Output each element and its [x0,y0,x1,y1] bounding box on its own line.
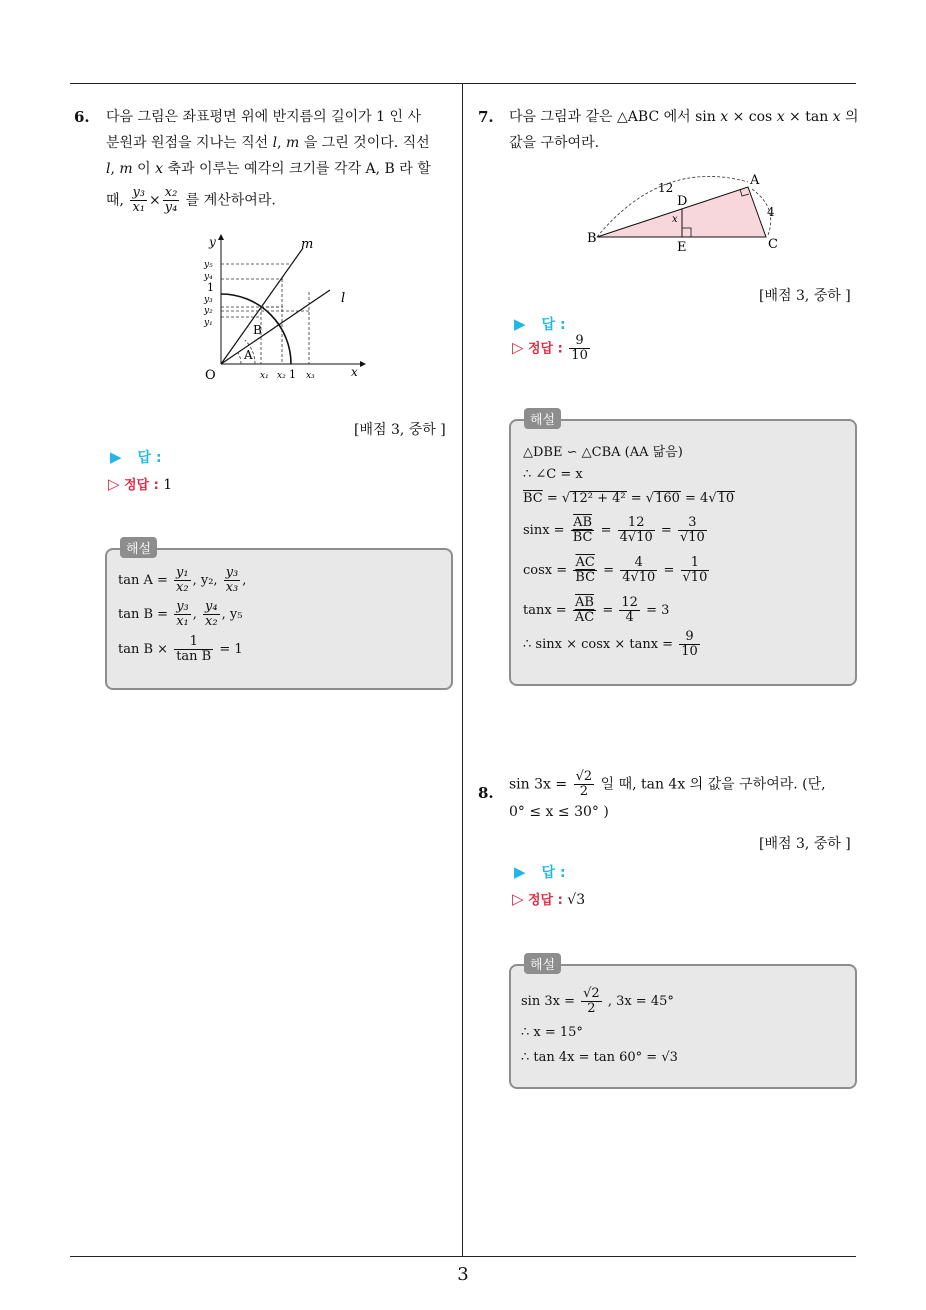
svg-text:y₄: y₄ [204,272,213,282]
q6-solution-tag: 해설 [120,537,157,558]
q8-sol-line-3: ∴ tan 4x = tan 60° = √3 [521,1050,678,1065]
svg-text:x₂: x₂ [277,371,286,381]
correct-triangle-icon: ▷ [108,475,120,493]
q6-line-4: 때, $\frac{\text{y₃}}{\text{x₁}}$ × $\frac{\text{x₂}}{\text{y₄}}$ 를 계산하여라. [106,185,276,215]
q7-answer-row: ▶ 답 : [514,315,566,333]
q7-sol-line-1: △DBE ∽ △CBA (AA 닮음) [523,445,683,460]
q6-line-1: 다음 그림은 좌표평면 위에 반지름의 길이가 1 인 사 [106,109,421,125]
q7-sol-line-2: ∴ ∠C = x [523,467,583,482]
svg-text:y₃: y₃ [204,295,213,305]
q6-fraction-2: $\frac{\text{x₂}}{\text{y₄}}$ [164,185,178,215]
svg-text:y₅: y₅ [204,260,213,270]
q7-sol-line-3: $\overline{BC} = √12^2 + 4^2 = √160 = 4√10$ [523,491,735,506]
q6-line-3: l, m 이 x 축과 이루는 예각의 크기를 각각 A, B 라 할 [106,161,431,177]
q8-line-2: 0° ≤ x ≤ 30° ) [509,804,609,820]
q6-fraction-1: $\frac{\text{y₃}}{\text{x₁}}$ [132,185,145,215]
svg-text:O: O [205,368,216,383]
question-7-text [509,104,859,156]
q6-sol-line-3: tan B × $\frac{1}{\text{tan B}}$ = 1 [118,634,243,664]
q7-line-2: 값을 구하여라. [509,135,600,151]
q6-score: [배점 3, 중하 ] [354,422,446,438]
q7-sol-line-6: tanx = $\frac{\overline{AB}}{AC}$ = $\frac{12}{4}$ = 3 [523,595,670,625]
question-8-text [509,770,859,825]
q7-sol-line-4: sinx = $\frac{\overline{AB}}{BC}$ = $\frac{12}{4√10}$ = $\frac{3}{√10}$ [523,515,705,545]
svg-text:C: C [768,237,778,252]
question-8-number: 8. [478,784,494,802]
q6-sol-line-2: tan B = $\frac{\text{y₃}}{\text{x₁}}$ , $\frac{\text{y₄}}{\text{x₂}}$ , y₅ [118,599,243,629]
svg-text:y₂: y₂ [204,306,213,316]
svg-text:1: 1 [207,281,214,294]
question-6-text [106,104,456,215]
answer-triangle-icon: ▶ [514,315,526,333]
correct-triangle-icon: ▷ [512,338,524,357]
question-6-number: 6. [74,108,90,126]
q6-answer-row: ▶ 답 : [110,448,162,466]
q7-line-1: 다음 그림과 같은 △ABC 에서 sin x × cos x × tan x 의 [509,109,859,125]
svg-text:1: 1 [289,368,296,381]
q7-sol-line-7: ∴ sinx × cosx × tanx = $\frac{9}{10}$ [523,629,698,659]
q6-sol-line-1: tan A = $\frac{\text{y₁}}{\text{x₂}}$ , y₂, $\frac{\text{y₃}}{\text{x₃}}$ , [118,565,247,595]
q8-correct-row: ▷ 정답 : √3 [512,890,586,908]
q8-sol-line-1: sin 3x = $\frac{√2}{2}$ , 3x = 45° [521,986,674,1016]
q8-solution-tag: 해설 [524,953,561,974]
svg-text:l: l [341,291,346,306]
q7-triangle-figure [582,168,788,258]
q8-score: [배점 3, 중하 ] [759,836,851,852]
q7-sol-line-5: cosx = $\frac{\overline{AC}}{BC}$ = $\frac{4}{4√10}$ = $\frac{1}{√10}$ [523,555,708,585]
svg-text:4: 4 [767,205,775,219]
svg-text:y₁: y₁ [204,318,213,328]
footer-rule [70,1256,856,1257]
q6-coordinate-figure [195,228,370,393]
svg-text:A: A [750,173,760,188]
svg-text:m: m [301,237,314,252]
svg-text:B: B [587,231,597,246]
svg-text:E: E [677,240,687,255]
answer-triangle-icon: ▶ [514,863,526,881]
svg-text:x: x [672,214,678,225]
page-number: 3 [457,1264,469,1285]
q6-line-2: 분원과 원점을 지나는 직선 l, m 을 그린 것이다. 직선 [106,135,430,151]
q8-line-1: sin 3x = $\frac{√2}{2}$ 일 때, tan 4x 의 값을 구하여라. (단, [509,769,826,799]
question-7-number: 7. [478,108,494,126]
q7-score: [배점 3, 중하 ] [759,288,851,304]
q7-solution-tag: 해설 [524,408,561,429]
q8-sol-line-2: ∴ x = 15° [521,1025,583,1040]
q7-correct-row: ▷ 정답 : $\frac{9}{10}$ [512,333,588,363]
answer-triangle-icon: ▶ [110,448,122,466]
q7-correct-fraction: $\frac{9}{10}$ [571,333,588,363]
column-divider [462,83,463,1256]
svg-text:12: 12 [658,181,674,195]
svg-text:x₃: x₃ [306,371,315,381]
svg-text:x: x [351,365,358,379]
svg-text:A: A [244,348,253,362]
svg-text:y: y [209,235,216,249]
svg-text:x₁: x₁ [260,371,269,381]
q6-correct-row: ▷ 정답 : 1 [108,475,173,493]
svg-text:B: B [253,323,262,337]
q8-answer-row: ▶ 답 : [514,863,566,881]
correct-triangle-icon: ▷ [512,890,524,908]
header-rule [70,83,856,84]
svg-text:D: D [677,194,688,209]
